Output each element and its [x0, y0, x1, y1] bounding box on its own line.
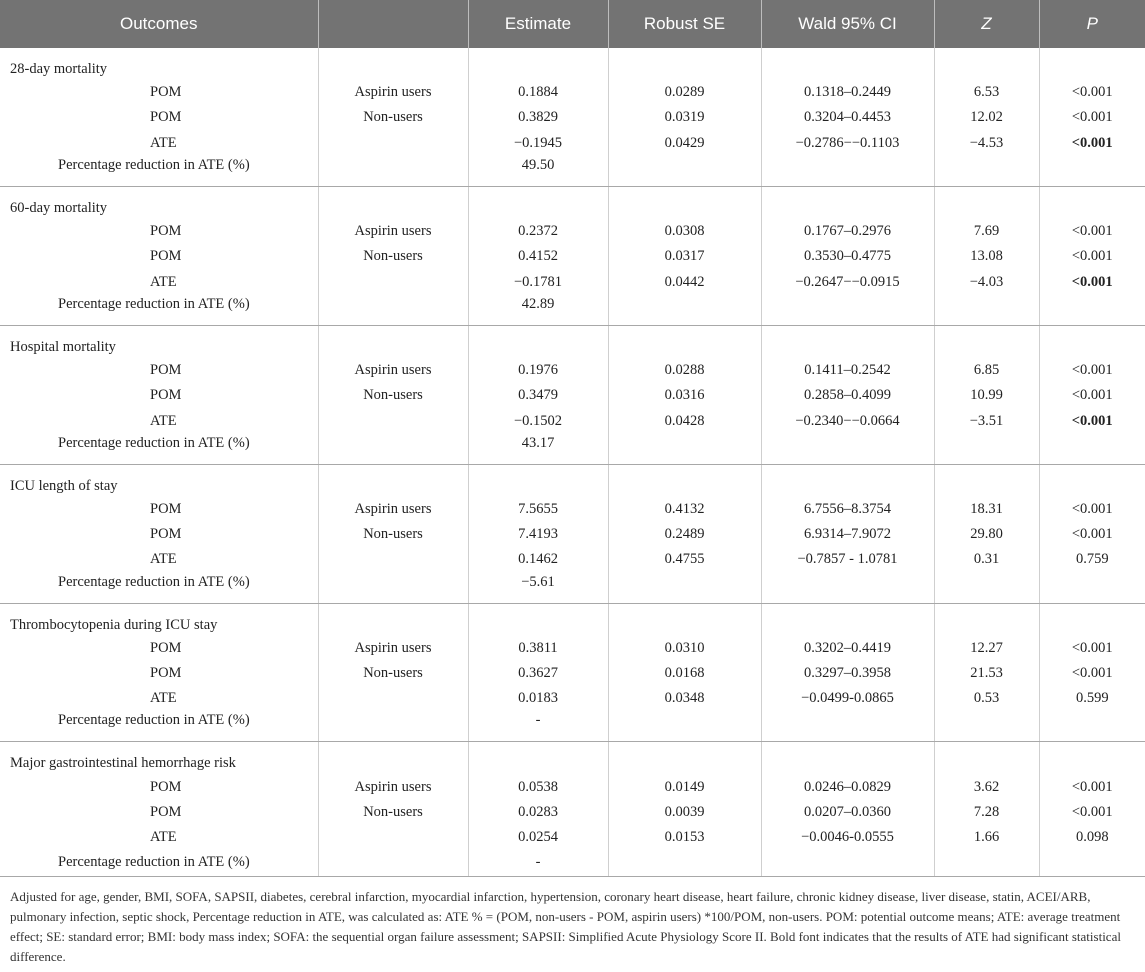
row-p: <0.001 — [1039, 408, 1145, 433]
percentage-label: Percentage reduction in ATE (%) — [0, 850, 318, 876]
empty-cell — [934, 742, 1039, 775]
header-wald-ci: Wald 95% CI — [761, 0, 934, 48]
row-robust-se: 0.0153 — [608, 825, 761, 850]
row-group — [318, 408, 468, 433]
table-row — [0, 105, 1145, 130]
empty-cell — [761, 295, 934, 326]
row-estimate: 0.3811 — [468, 636, 608, 661]
table-row — [0, 269, 1145, 294]
empty-cell — [318, 295, 468, 326]
table-row — [0, 219, 1145, 244]
empty-cell — [318, 850, 468, 876]
row-label: ATE — [150, 551, 177, 568]
empty-cell — [934, 156, 1039, 187]
empty-cell — [761, 573, 934, 604]
empty-cell — [1039, 850, 1145, 876]
row-z: −4.03 — [934, 269, 1039, 294]
empty-cell — [318, 186, 468, 219]
empty-cell — [1039, 434, 1145, 465]
row-label: POM — [150, 639, 182, 656]
row-p: <0.001 — [1039, 358, 1145, 383]
row-robust-se: 0.0428 — [608, 408, 761, 433]
outcome-title: Major gastrointestinal hemorrhage risk — [10, 755, 236, 772]
row-label: POM — [150, 803, 182, 820]
empty-cell — [318, 573, 468, 604]
row-p: <0.001 — [1039, 522, 1145, 547]
row-group: Non-users — [318, 800, 468, 825]
table-row — [0, 522, 1145, 547]
row-p: 0.599 — [1039, 686, 1145, 711]
row-z: 21.53 — [934, 661, 1039, 686]
empty-cell — [934, 711, 1039, 742]
row-estimate: −0.1502 — [468, 408, 608, 433]
row-label: POM — [150, 387, 182, 404]
row-robust-se: 0.0149 — [608, 774, 761, 799]
row-p: <0.001 — [1039, 383, 1145, 408]
row-robust-se: 0.2489 — [608, 522, 761, 547]
row-p: <0.001 — [1039, 131, 1145, 156]
row-wald-ci: 0.0246–0.0829 — [761, 774, 934, 799]
row-group — [318, 131, 468, 156]
percentage-label: Percentage reduction in ATE (%) — [0, 711, 318, 742]
row-group: Non-users — [318, 661, 468, 686]
row-robust-se: 0.0348 — [608, 686, 761, 711]
row-label: ATE — [150, 134, 177, 151]
percentage-row — [0, 295, 1145, 326]
empty-cell — [318, 48, 468, 80]
row-p: <0.001 — [1039, 80, 1145, 105]
empty-cell — [1039, 48, 1145, 80]
row-group — [318, 825, 468, 850]
row-label: POM — [150, 500, 182, 517]
header-estimate: Estimate — [468, 0, 608, 48]
empty-cell — [1039, 573, 1145, 604]
row-wald-ci: 0.2858–0.4099 — [761, 383, 934, 408]
row-robust-se: 0.0039 — [608, 800, 761, 825]
row-estimate: −0.1945 — [468, 131, 608, 156]
row-p: <0.001 — [1039, 497, 1145, 522]
row-estimate: −0.1781 — [468, 269, 608, 294]
table-row — [0, 383, 1145, 408]
row-estimate: 0.1976 — [468, 358, 608, 383]
empty-cell — [1039, 742, 1145, 775]
row-robust-se: 0.0310 — [608, 636, 761, 661]
outcome-title: 60-day mortality — [10, 199, 108, 216]
empty-cell — [1039, 603, 1145, 636]
row-group: Aspirin users — [318, 358, 468, 383]
row-z: 6.85 — [934, 358, 1039, 383]
header-group — [318, 0, 468, 48]
empty-cell — [468, 603, 608, 636]
percentage-value: 43.17 — [468, 434, 608, 465]
percentage-row — [0, 573, 1145, 604]
header-robust-se: Robust SE — [608, 0, 761, 48]
group-title-row — [0, 742, 1145, 775]
row-label: ATE — [150, 273, 177, 290]
empty-cell — [1039, 156, 1145, 187]
empty-cell — [318, 711, 468, 742]
row-group: Non-users — [318, 105, 468, 130]
row-z: 0.31 — [934, 547, 1039, 572]
row-z: 6.53 — [934, 80, 1039, 105]
row-z: 1.66 — [934, 825, 1039, 850]
empty-cell — [761, 603, 934, 636]
empty-cell — [934, 850, 1039, 876]
empty-cell — [761, 48, 934, 80]
row-group: Non-users — [318, 522, 468, 547]
row-wald-ci: 0.3530–0.4775 — [761, 244, 934, 269]
percentage-value: - — [468, 850, 608, 876]
row-estimate: 0.2372 — [468, 219, 608, 244]
row-wald-ci: 0.3204–0.4453 — [761, 105, 934, 130]
empty-cell — [1039, 711, 1145, 742]
group-title-row — [0, 325, 1145, 358]
empty-cell — [468, 48, 608, 80]
row-robust-se: 0.0319 — [608, 105, 761, 130]
empty-cell — [318, 325, 468, 358]
row-robust-se: 0.0308 — [608, 219, 761, 244]
row-wald-ci: 6.9314–7.9072 — [761, 522, 934, 547]
row-label: POM — [150, 223, 182, 240]
row-wald-ci: −0.7857 - 1.0781 — [761, 547, 934, 572]
row-group — [318, 686, 468, 711]
empty-cell — [761, 434, 934, 465]
row-z: −4.53 — [934, 131, 1039, 156]
empty-cell — [761, 325, 934, 358]
row-estimate: 0.0254 — [468, 825, 608, 850]
row-label: POM — [150, 361, 182, 378]
table-row — [0, 800, 1145, 825]
empty-cell — [761, 850, 934, 876]
empty-cell — [468, 464, 608, 497]
row-p: <0.001 — [1039, 219, 1145, 244]
row-estimate: 0.3627 — [468, 661, 608, 686]
outcome-title: 28-day mortality — [10, 61, 108, 77]
table-row — [0, 636, 1145, 661]
row-p: <0.001 — [1039, 661, 1145, 686]
empty-cell — [608, 186, 761, 219]
row-p: <0.001 — [1039, 636, 1145, 661]
empty-cell — [608, 742, 761, 775]
table-row — [0, 825, 1145, 850]
row-estimate: 7.5655 — [468, 497, 608, 522]
table-row — [0, 80, 1145, 105]
row-z: 29.80 — [934, 522, 1039, 547]
row-z: 10.99 — [934, 383, 1039, 408]
empty-cell — [934, 295, 1039, 326]
empty-cell — [608, 573, 761, 604]
row-estimate: 0.3479 — [468, 383, 608, 408]
empty-cell — [761, 711, 934, 742]
row-estimate: 0.1462 — [468, 547, 608, 572]
group-title-row — [0, 48, 1145, 80]
percentage-label: Percentage reduction in ATE (%) — [0, 156, 318, 187]
percentage-value: −5.61 — [468, 573, 608, 604]
row-wald-ci: −0.2340−−0.0664 — [761, 408, 934, 433]
row-estimate: 0.1884 — [468, 80, 608, 105]
empty-cell — [1039, 464, 1145, 497]
row-label: ATE — [150, 412, 177, 429]
row-z: −3.51 — [934, 408, 1039, 433]
percentage-label: Percentage reduction in ATE (%) — [0, 295, 318, 326]
table-row — [0, 497, 1145, 522]
empty-cell — [934, 325, 1039, 358]
row-wald-ci: −0.2786−−0.1103 — [761, 131, 934, 156]
row-label: POM — [150, 526, 182, 543]
empty-cell — [318, 603, 468, 636]
percentage-label: Percentage reduction in ATE (%) — [0, 573, 318, 604]
empty-cell — [318, 742, 468, 775]
percentage-row — [0, 850, 1145, 876]
empty-cell — [761, 742, 934, 775]
empty-cell — [608, 295, 761, 326]
row-z: 13.08 — [934, 244, 1039, 269]
empty-cell — [608, 325, 761, 358]
row-robust-se: 0.0288 — [608, 358, 761, 383]
row-estimate: 0.0538 — [468, 774, 608, 799]
row-wald-ci: 0.1411–0.2542 — [761, 358, 934, 383]
empty-cell — [934, 434, 1039, 465]
table-row — [0, 686, 1145, 711]
outcome-title: ICU length of stay — [10, 477, 118, 494]
row-group — [318, 269, 468, 294]
table-footnote: Adjusted for age, gender, BMI, SOFA, SAPSII, diabetes, cerebral infarction, myocardial infarction, hypertension, coronary heart disease, heart failure, chronic kidney disease, liver disease, statin, ACEI/ARB, pulmonary infection, septic shock, Percentage reduction in ATE, was calculated as: ATE % = (POM, non-users - POM, aspirin users) *100/POM, non-users. POM: potential outcome means; ATE: average treatment effect; SE: standard error; BMI: body mass index; SOFA: the sequential organ failure assessment; SAPSII: Simplified Acute Physiology Score II. Bold font indicates that the results of ATE had significant statistical difference. — [10, 888, 1121, 964]
row-estimate: 0.0183 — [468, 686, 608, 711]
empty-cell — [608, 603, 761, 636]
empty-cell — [608, 434, 761, 465]
row-label: POM — [150, 84, 182, 101]
row-group: Aspirin users — [318, 774, 468, 799]
table-row — [0, 131, 1145, 156]
header-z: Z — [934, 0, 1039, 48]
row-z: 7.69 — [934, 219, 1039, 244]
row-p: <0.001 — [1039, 244, 1145, 269]
row-p: <0.001 — [1039, 774, 1145, 799]
empty-cell — [468, 325, 608, 358]
row-robust-se: 0.4755 — [608, 547, 761, 572]
row-wald-ci: 0.1767–0.2976 — [761, 219, 934, 244]
empty-cell — [934, 464, 1039, 497]
empty-cell — [318, 156, 468, 187]
row-robust-se: 0.0316 — [608, 383, 761, 408]
empty-cell — [608, 711, 761, 742]
table-body — [0, 48, 1145, 876]
header-p: P — [1039, 0, 1145, 48]
empty-cell — [318, 434, 468, 465]
empty-cell — [468, 186, 608, 219]
empty-cell — [608, 850, 761, 876]
table-row — [0, 408, 1145, 433]
row-wald-ci: 0.1318–0.2449 — [761, 80, 934, 105]
header-outcomes: Outcomes — [0, 0, 318, 48]
row-p: 0.098 — [1039, 825, 1145, 850]
header-row — [0, 0, 1145, 48]
row-wald-ci: 0.0207–0.0360 — [761, 800, 934, 825]
percentage-value: 42.89 — [468, 295, 608, 326]
empty-cell — [1039, 325, 1145, 358]
row-label: POM — [150, 665, 182, 681]
empty-cell — [1039, 295, 1145, 326]
table-row — [0, 661, 1145, 686]
table-row — [0, 244, 1145, 269]
row-p: <0.001 — [1039, 105, 1145, 130]
empty-cell — [761, 156, 934, 187]
empty-cell — [468, 742, 608, 775]
row-wald-ci: −0.2647−−0.0915 — [761, 269, 934, 294]
row-robust-se: 0.0168 — [608, 661, 761, 686]
empty-cell — [934, 573, 1039, 604]
row-robust-se: 0.4132 — [608, 497, 761, 522]
empty-cell — [761, 186, 934, 219]
row-robust-se: 0.0317 — [608, 244, 761, 269]
empty-cell — [608, 156, 761, 187]
percentage-row — [0, 711, 1145, 742]
row-z: 0.53 — [934, 686, 1039, 711]
table-row — [0, 774, 1145, 799]
row-wald-ci: −0.0499-0.0865 — [761, 686, 934, 711]
percentage-label: Percentage reduction in ATE (%) — [0, 434, 318, 465]
row-label: POM — [150, 778, 182, 795]
row-p: <0.001 — [1039, 269, 1145, 294]
row-group — [318, 547, 468, 572]
row-estimate: 0.3829 — [468, 105, 608, 130]
row-wald-ci: 0.3202–0.4419 — [761, 636, 934, 661]
row-label: POM — [150, 109, 182, 126]
row-label: POM — [150, 248, 182, 265]
empty-cell — [934, 48, 1039, 80]
empty-cell — [608, 48, 761, 80]
outcome-title: Hospital mortality — [10, 338, 116, 355]
group-title-row — [0, 603, 1145, 636]
row-z: 3.62 — [934, 774, 1039, 799]
row-estimate: 0.0283 — [468, 800, 608, 825]
row-p: <0.001 — [1039, 800, 1145, 825]
empty-cell — [934, 603, 1039, 636]
row-group: Aspirin users — [318, 497, 468, 522]
percentage-row — [0, 434, 1145, 465]
empty-cell — [934, 186, 1039, 219]
empty-cell — [761, 464, 934, 497]
percentage-row — [0, 156, 1145, 187]
row-group: Non-users — [318, 383, 468, 408]
row-z: 12.27 — [934, 636, 1039, 661]
row-z: 7.28 — [934, 800, 1039, 825]
percentage-value: 49.50 — [468, 156, 608, 187]
row-wald-ci: 0.3297–0.3958 — [761, 661, 934, 686]
percentage-value: - — [468, 711, 608, 742]
group-title-row — [0, 186, 1145, 219]
row-p: 0.759 — [1039, 547, 1145, 572]
empty-cell — [318, 464, 468, 497]
row-robust-se: 0.0429 — [608, 131, 761, 156]
row-z: 12.02 — [934, 105, 1039, 130]
empty-cell — [608, 464, 761, 497]
row-group: Aspirin users — [318, 636, 468, 661]
row-group: Aspirin users — [318, 219, 468, 244]
empty-cell — [1039, 186, 1145, 219]
row-estimate: 7.4193 — [468, 522, 608, 547]
row-wald-ci: 6.7556–8.3754 — [761, 497, 934, 522]
row-label: ATE — [150, 829, 177, 846]
row-label: ATE — [150, 690, 177, 707]
row-robust-se: 0.0442 — [608, 269, 761, 294]
outcome-title: Thrombocytopenia during ICU stay — [10, 616, 218, 633]
table-row — [0, 358, 1145, 383]
group-title-row — [0, 464, 1145, 497]
row-group: Non-users — [318, 244, 468, 269]
row-estimate: 0.4152 — [468, 244, 608, 269]
row-robust-se: 0.0289 — [608, 80, 761, 105]
row-group: Aspirin users — [318, 80, 468, 105]
table-row — [0, 547, 1145, 572]
row-z: 18.31 — [934, 497, 1039, 522]
row-wald-ci: −0.0046-0.0555 — [761, 825, 934, 850]
